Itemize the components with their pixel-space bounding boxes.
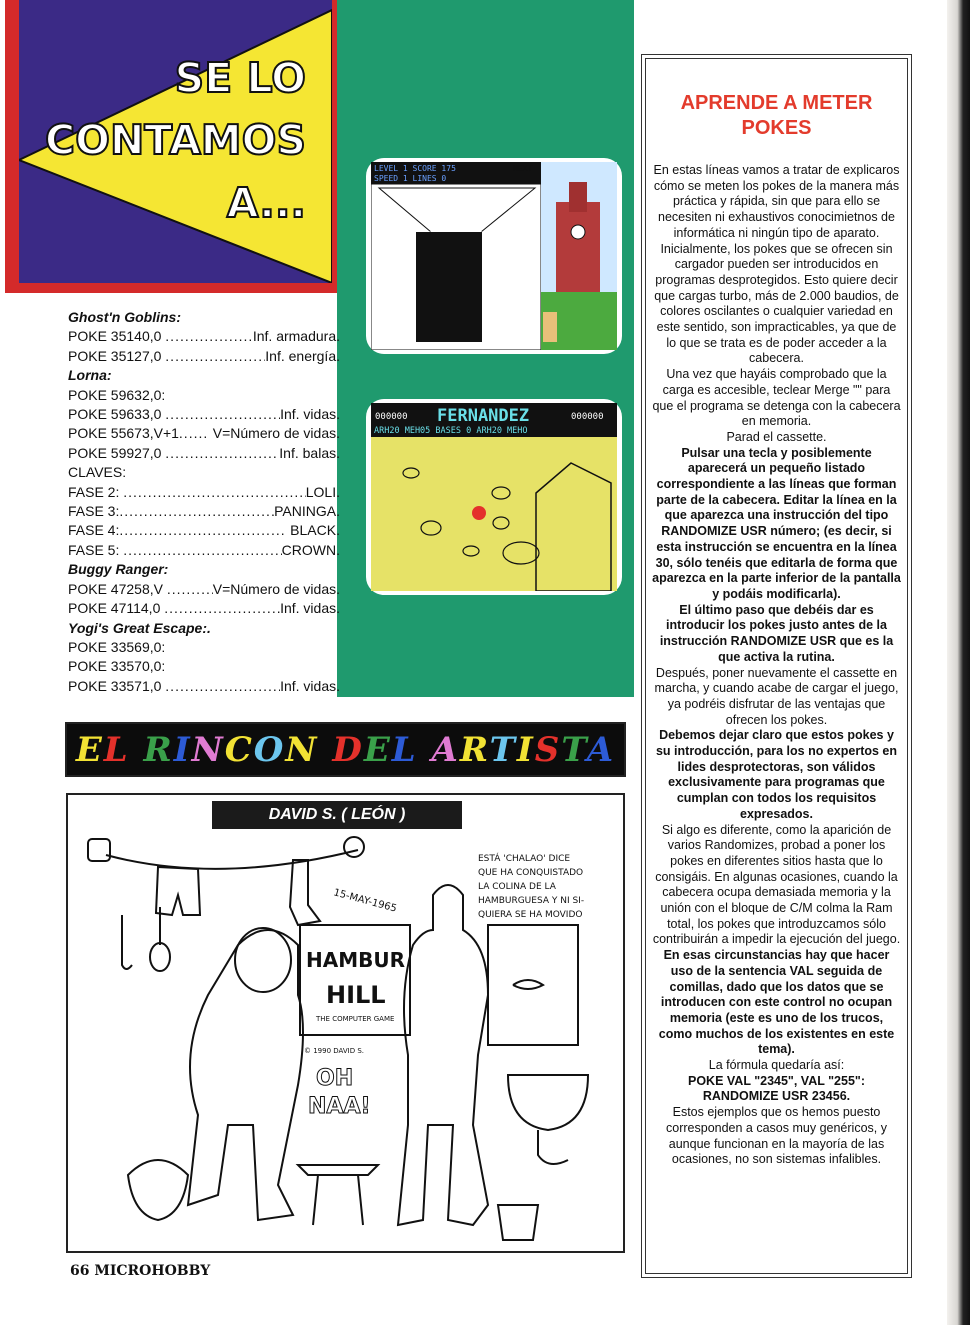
poke-code: POKE 59927,0 <box>68 444 166 461</box>
dot-leader <box>165 405 280 424</box>
dot-leader <box>119 502 274 521</box>
guide-paragraph: Una vez que hayáis comprobado que la carga es accesible, teclear Merge "" para que el programa se detenga con la cabecera en memoria. <box>652 367 901 429</box>
man-figure <box>398 885 488 1225</box>
poster-subtitle: THE COMPUTER GAME <box>316 1015 395 1023</box>
poke-line <box>68 521 340 540</box>
page-footer: 66 MICROHOBBY <box>70 1263 211 1279</box>
dot-leader <box>165 677 280 696</box>
artist-corner-banner <box>65 722 626 777</box>
dot-leader <box>179 424 209 443</box>
banner-letter <box>130 730 144 770</box>
artist-corner-title <box>67 730 624 770</box>
banner-letter: E <box>363 730 392 770</box>
guide-paragraph: Si algo es diferente, como la aparición de varios Randomizes, probad a poner los pokes en diferentes sitios hasta que lo consigáis. En algunas ocasiones, cuando la cabecera ocupa demasiada memoria y la unión con el bloque de C/M colma la Ram total, los pokes que introduzcamos sólo contribuirán a impedir la ejecución del juego. <box>652 822 901 947</box>
shorts <box>156 867 200 915</box>
dot-leader <box>165 444 279 463</box>
drawing-date: 15-MAY-1965 <box>332 887 398 915</box>
poke-line <box>68 405 340 424</box>
poke-effect: Inf. vidas. <box>280 677 340 694</box>
guide-paragraph: Parad el cassette. <box>726 429 827 444</box>
game-screen-2 <box>371 403 617 591</box>
pokes-guide-title <box>646 91 907 141</box>
game-screen-1 <box>371 162 617 350</box>
poke-code: POKE 59633,0 <box>68 406 166 423</box>
dot-leader <box>165 327 253 346</box>
poke-line <box>68 677 340 696</box>
status-line: ARH20 MEH05 BASES 0 ARH20 MEHO <box>374 426 528 436</box>
poke-line <box>68 599 340 618</box>
clothesline <box>106 850 358 869</box>
guide-paragraph: Debemos dejar claro que estos pokes y su introducción, para los no expertos en lides desprotectoras, son válidos exclusivamente para programas que cumplan con todos los requisitos expresados. <box>655 728 897 821</box>
banner-letter: N <box>285 730 319 770</box>
banner-line-3: A... <box>226 179 306 227</box>
game-title: Lorna: <box>68 367 112 384</box>
poke-line: POKE 59632,0: <box>68 386 166 403</box>
banner-letter: I <box>173 730 192 770</box>
banner-letter: E <box>75 730 104 770</box>
well-floor <box>416 232 482 342</box>
guide-paragraph: Pulsar una tecla y posiblemente aparecerá un pequeño listado correspondiente a las líneas que forman parte de la cabecera. Editar la línea en la que aparezca una instrucción del tipo RANDOMIZE USR número; (es decir, si esta instrucción se encuentra en la línea 30, sólo tenéis que editarla de forma que aparezca en la parte inferior de la pantalla y podáis modificarla). <box>652 445 901 601</box>
speech-bubble-text <box>478 852 584 920</box>
artwork-frame <box>66 793 625 1253</box>
svg-text:QUE HA CONQUISTADO: QUE HA CONQUISTADO <box>478 868 584 878</box>
poke-line <box>68 502 340 521</box>
guide-paragraph: El último paso que debéis dar es introducir los pokes justo antes de la instrucción RANDOMIZE USR que es la que activa la rutina. <box>659 602 894 664</box>
header-banner <box>5 0 337 293</box>
screenshot-panel <box>337 0 634 697</box>
game-screen-1-graphic <box>371 162 617 350</box>
poke-effect: Inf. vidas. <box>280 600 340 617</box>
hud-line-2: SPEED 1 LINES 0 <box>374 174 447 183</box>
svg-text:QUIERA SE HA MOVIDO: QUIERA SE HA MOVIDO <box>478 910 583 920</box>
hud-right: 000000 <box>571 412 604 422</box>
poke-code: FASE 4: <box>68 522 120 539</box>
poke-line: CLAVES: <box>68 464 127 481</box>
banner-letter: R <box>459 730 490 770</box>
game-title: Yogi's Great Escape:. <box>68 619 211 636</box>
artwork-drawing <box>68 795 623 1251</box>
page-edge <box>947 0 970 1325</box>
title-line-1: APRENDE A METER <box>680 92 873 114</box>
game-screenshot-2 <box>366 399 622 595</box>
poke-line <box>68 347 340 366</box>
banner-letter: O <box>253 730 286 770</box>
dot-leader <box>164 599 280 618</box>
poke-code: POKE 55673,V+1 <box>68 425 179 442</box>
svg-text:LA COLINA DE LA: LA COLINA DE LA <box>478 882 556 892</box>
poke-effect: Inf. armadura. <box>252 328 340 345</box>
banner-letter: N <box>191 730 225 770</box>
game-title: Ghost'n Goblins: <box>68 309 181 325</box>
poke-effect: V=Número de vidas. <box>212 580 340 597</box>
poke-effect: LOLI. <box>305 483 340 500</box>
sink <box>508 1075 588 1130</box>
poke-effect: Inf. energía. <box>265 347 340 364</box>
banner-letter: I <box>516 730 535 770</box>
banner-letter: T <box>561 730 587 770</box>
poke-line <box>68 327 340 346</box>
exclaim-line-1: OH <box>316 1066 354 1091</box>
poke-effect: BLACK. <box>286 522 340 539</box>
poke-effect: Inf. vidas. <box>280 406 340 423</box>
poster-title-top: HAMBUR <box>306 948 406 972</box>
svg-text:HAMBURGUESA Y NI SI-: HAMBURGUESA Y NI SI- <box>478 896 585 906</box>
poke-code: FASE 5: <box>68 541 124 558</box>
banner-letter: A <box>586 730 616 770</box>
poke-code: POKE 35140,0 <box>68 328 166 345</box>
dot-leader <box>119 521 286 540</box>
poke-line <box>68 483 340 502</box>
banner-letter: D <box>332 730 364 770</box>
hud-line-1: LEVEL 1 SCORE 175 <box>374 164 456 173</box>
game-screenshot-1 <box>366 158 622 354</box>
banner-letter: L <box>391 730 418 770</box>
poke-effect: V=Número de vidas. <box>208 425 340 442</box>
sock <box>290 860 320 925</box>
poke-line: POKE 33570,0: <box>68 658 166 675</box>
poke-line <box>68 424 340 443</box>
svg-text:ESTÁ 'CHALAO' DICE: ESTÁ 'CHALAO' DICE <box>478 854 571 864</box>
exclaim-line-2: NAA! <box>308 1094 371 1119</box>
poke-line <box>68 444 340 463</box>
game-screen-2-graphic <box>371 403 617 591</box>
guide-paragraph: Estos ejemplos que os hemos puesto corresponden a casos muy genéricos, y aunque funcionan en la mayoría de las ocasiones, no son sistemas infalibles. <box>666 1105 887 1167</box>
poke-line: POKE 33569,0: <box>68 638 166 655</box>
hud-left: 000000 <box>375 412 408 422</box>
banner-letter: L <box>103 730 130 770</box>
dot-leader <box>165 347 265 366</box>
poke-code: FASE 3: <box>68 503 120 520</box>
dot-leader <box>167 580 213 599</box>
soldier-figure <box>188 930 303 1220</box>
banner-letter: T <box>489 730 517 770</box>
poster-title-bottom: HILL <box>326 981 386 1009</box>
guide-paragraph: En estas líneas vamos a tratar de explicaros cómo se meten los pokes de la manera más práctica y rápida, sin que para ello se necesiten ni exhaustivos conocimietnos de informática ni ningún tipo de aparato. Inicialmente, los pokes que se ofrecen sin cargador pueden ser introducidos en programas desprotegidos. Esto quiere decir que cargas turbo, más de 2.000 baudios, de colores oscilantes o cualquier variedad en este sentido, son impracticables, ya que de lo que se trata es de poder acceder a la cabecera. <box>653 163 900 366</box>
banner-letter: C <box>224 730 254 770</box>
guide-paragraph: POKE VAL "2345", VAL "255": RANDOMIZE USR 23456. <box>687 1073 865 1104</box>
header-banner-background <box>19 0 332 283</box>
poke-line <box>68 541 340 560</box>
poke-code: POKE 33571,0 <box>68 677 166 694</box>
window <box>488 925 578 1045</box>
banner-letter: R <box>143 730 174 770</box>
banner-letter <box>319 730 333 770</box>
pokes-guide-body <box>652 163 901 1168</box>
game-title: Buggy Ranger: <box>68 561 169 578</box>
banner-letter <box>418 730 432 770</box>
poster-credit: © 1990 DAVID S. <box>304 1047 365 1055</box>
banner-letter: A <box>431 730 460 770</box>
poke-code: POKE 47114,0 <box>68 600 165 617</box>
artist-name: DAVID S. ( LEÓN ) <box>212 801 462 829</box>
poke-code: FASE 2: <box>68 483 124 500</box>
poke-effect: PANINGA. <box>274 503 340 520</box>
dot-leader <box>123 483 306 502</box>
poke-code: POKE 47258,V <box>68 580 167 597</box>
game-title: FERNANDEZ <box>437 406 530 426</box>
next-label: NEXT <box>513 164 533 173</box>
poke-code: POKE 35127,0 <box>68 347 166 364</box>
title-line-2: POKES <box>741 117 812 139</box>
guide-paragraph: La fórmula quedaría así: <box>708 1058 845 1073</box>
poke-effect: CROWN. <box>281 541 340 558</box>
pokes-guide-box <box>645 58 908 1274</box>
dot-leader <box>123 541 281 560</box>
banner-line-1: SE LO <box>174 54 306 102</box>
poke-line <box>68 580 340 599</box>
pokes-list <box>68 308 340 696</box>
banner-letter: S <box>534 730 562 770</box>
poke-effect: Inf. balas. <box>279 444 340 461</box>
guide-paragraph: Después, poner nuevamente el cassette en marcha, y cuando acabe de cargar el juego, ya podréis disfrutar de las ventajas que ofrecen los pokes. <box>654 665 899 727</box>
banner-line-2: CONTAMOS <box>45 116 306 164</box>
guide-paragraph: En esas circunstancias hay que hacer uso de la sentencia VAL seguida de comillas, dado que los datos que se introducen con este control no ocupan memoria (este es uno de los trucos, como muchos de los existentes en este tema). <box>658 948 895 1057</box>
